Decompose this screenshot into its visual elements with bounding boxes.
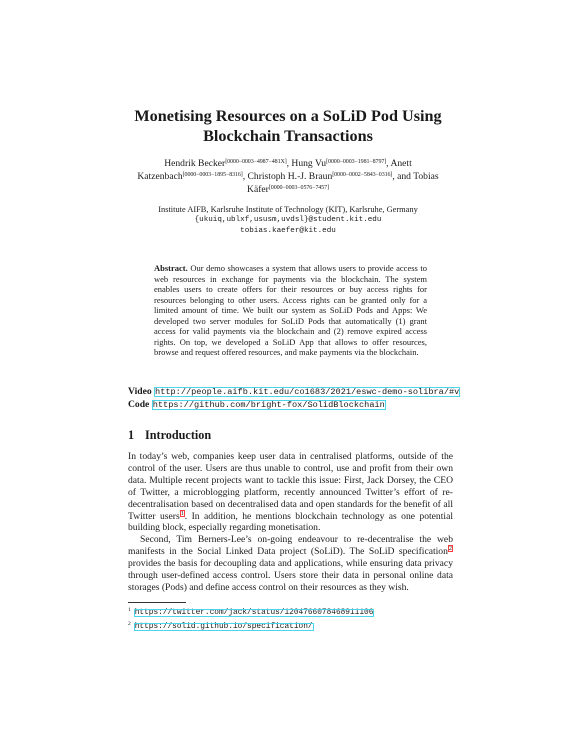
section-body xyxy=(128,451,453,594)
footnote-ref[interactable]: 1 xyxy=(180,509,184,517)
paragraph-text: Second, Tim Berners-Lee’s on-going endeavour to re-decentralise the web manifests in the Social Linked Data project (SoLiD). The SoLiD specification xyxy=(128,534,453,558)
affiliation-block xyxy=(112,205,464,236)
author-list xyxy=(112,157,464,195)
footnote-mark: 1 xyxy=(128,607,131,613)
author-name: Hendrik Becker xyxy=(164,158,226,169)
resource-links xyxy=(128,386,460,411)
author-name: Tobias Käfer xyxy=(247,170,439,195)
author-orcid: [0000−0003−1895−8316] xyxy=(182,171,243,178)
paragraph-text: . In addition, he mentions blockchain technology as one potential building block, especially regarding monetisation. xyxy=(128,510,453,534)
code-row xyxy=(128,399,460,412)
contact-email: tobias.kaefer@kit.edu xyxy=(240,226,336,235)
footnote-mark: 2 xyxy=(128,621,131,627)
footnote-link[interactable]: https://twitter.com/jack/status/1204766078468911106 xyxy=(134,609,374,617)
video-label: Video xyxy=(128,386,152,397)
author-separator: , xyxy=(286,158,292,169)
footnote-ref[interactable]: 2 xyxy=(448,545,452,553)
paragraph xyxy=(128,534,453,594)
video-link[interactable]: http://people.aifb.kit.edu/co1683/2021/eswc-demo-solibra/#v xyxy=(155,387,460,397)
author-name: Hung Vu xyxy=(291,158,327,169)
author-orcid: [0000−0003−4987−481X] xyxy=(225,159,287,165)
affiliation: Institute AIFB, Karlsruhe Institute of Technology (KIT), Karlsruhe, Germany xyxy=(158,205,418,214)
video-row xyxy=(128,386,460,399)
abstract xyxy=(154,263,427,358)
footnote xyxy=(128,605,374,619)
author-separator: , xyxy=(386,158,391,169)
code-label: Code xyxy=(128,398,150,410)
title-line-2: Blockchain Transactions xyxy=(203,127,373,145)
paper-title xyxy=(80,106,496,146)
author-orcid: [0000−0003−0576−7457] xyxy=(268,184,329,191)
section-number: 1 xyxy=(128,428,135,442)
footnote-link[interactable]: https://solid.github.io/specification/ xyxy=(134,623,313,631)
footnotes xyxy=(128,605,374,633)
abstract-text: Our demo showcases a system that allows users to provide access to web resources in exchange for payments via the blockchain. The system enables users to create offers for their resources or buy access rights for resources belonging to other users. Access rights can be granted only for a limited amount of time. We built our system as SoLiD Pods and Apps: We developed two server modules for SoLiD Pods that automatically (1) grant access for valid payments via the blockchain and (2) remove expired access rights. On top, we developed a SoLiD App that allows to offer resources, browse and request offered resources, and make payments via the blockchain. xyxy=(154,263,427,357)
title-line-1: Monetising Resources on a SoLiD Pod Using xyxy=(134,107,442,125)
author-orcid: [0000−0002−5843−0316] xyxy=(332,171,393,178)
section-title: Introduction xyxy=(145,428,212,442)
abstract-label: Abstract. xyxy=(154,263,188,273)
section-heading xyxy=(128,428,211,443)
author-separator: , xyxy=(242,170,248,182)
author-emails: {ukuiq,ublxf,ususm,uvdsl}@student.kit.edu xyxy=(194,216,382,225)
paragraph xyxy=(128,451,453,534)
footnote-divider xyxy=(128,602,186,603)
paragraph-text: In today’s web, companies keep user data in centralised platforms, outside of the control of the user. Users are thus unable to control, use and profit from their own data. Multiple recent projects want to tackle this issue: First, Jack Dorsey, the CEO of Twitter, a microblogging platform, recently announced Twitter’s effort of re-decentralisation based on decentralised data and open standards for the benefit of all Twitter users xyxy=(128,451,453,522)
code-link[interactable]: https://github.com/bright-fox/SolidBlockchain xyxy=(152,399,385,410)
author-name: Christoph H.-J. Braun xyxy=(247,170,333,182)
paragraph-text: provides the basis for decoupling data and applications, while ensuring data privacy through user-defined access control. Users store their data in personal online data storages (Pods) and define access control on their resources as they wish. xyxy=(128,558,453,593)
author-orcid: [0000−0003−1981−8797] xyxy=(326,159,387,165)
footnote xyxy=(128,619,374,633)
author-separator: , and xyxy=(392,170,414,182)
author-name: Anett Katzenbach xyxy=(137,158,412,182)
